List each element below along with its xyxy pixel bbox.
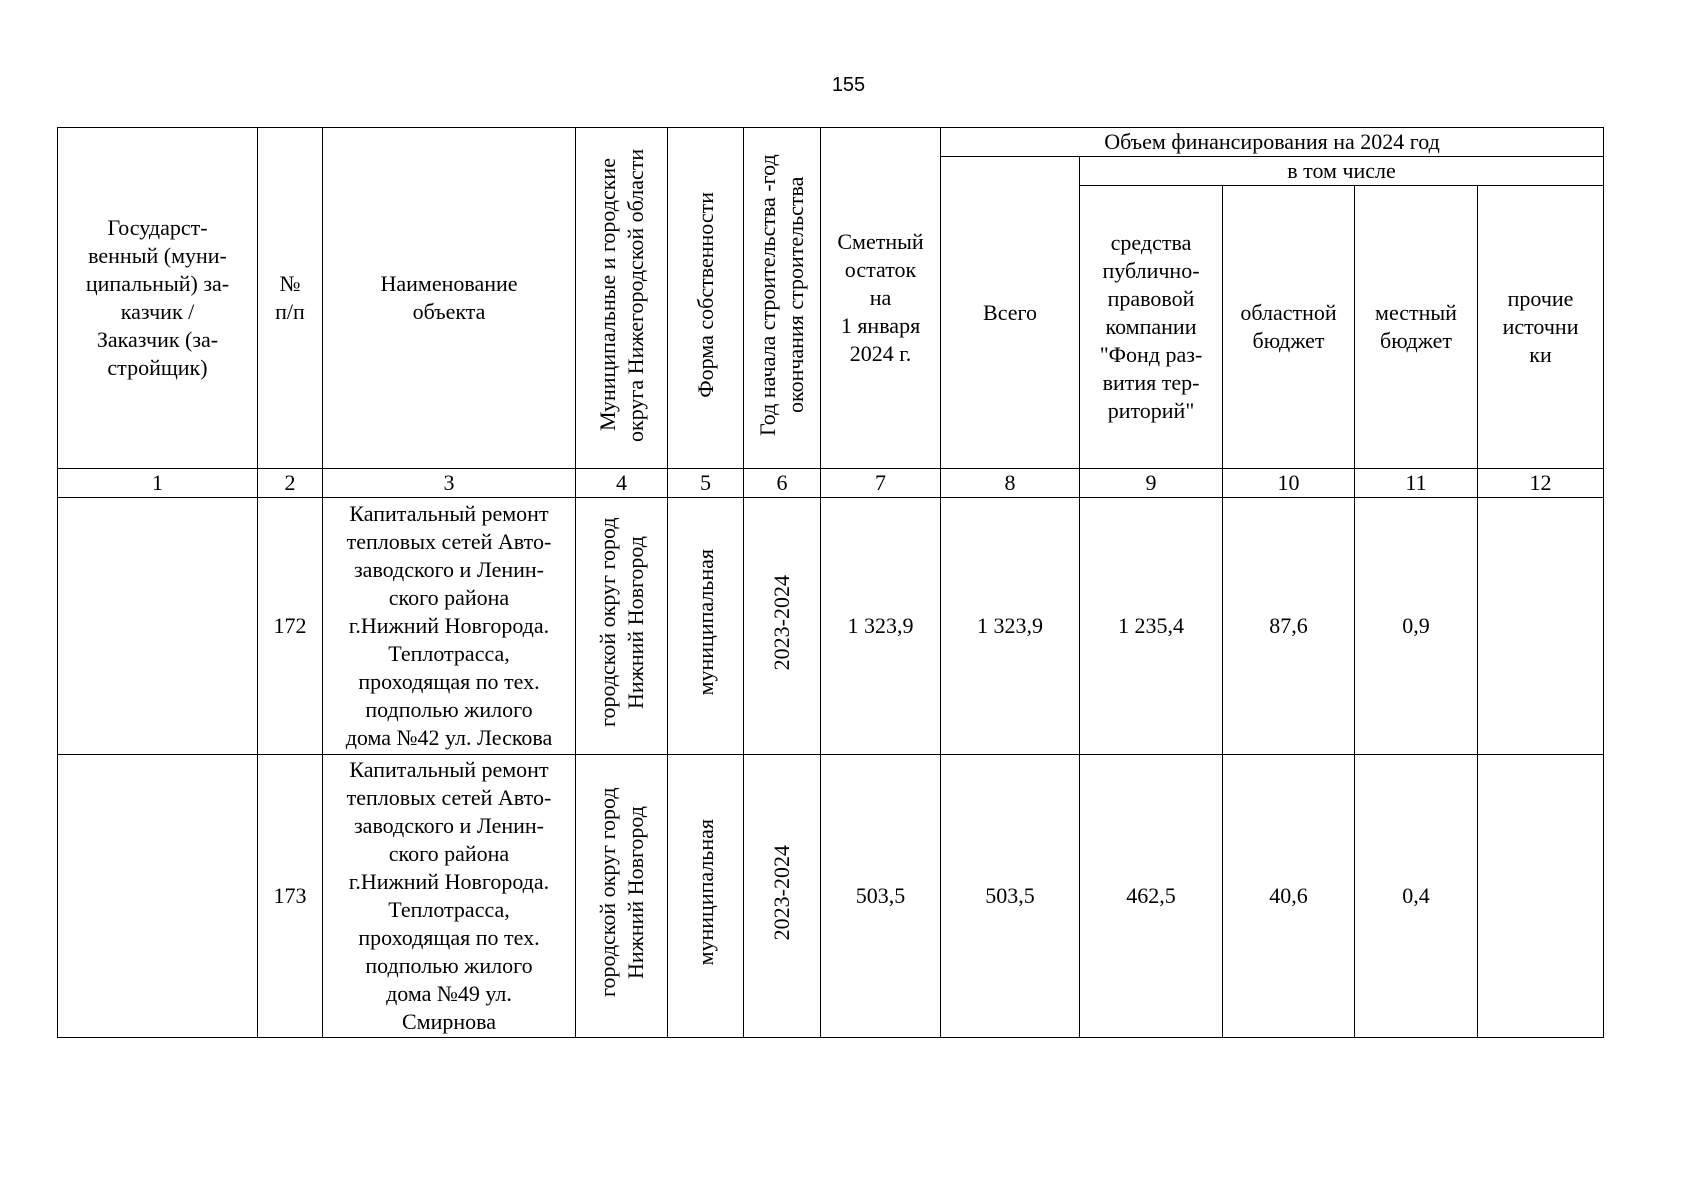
row-local: 0,9 — [1355, 498, 1478, 755]
financing-table — [57, 127, 1604, 1038]
header-years — [744, 128, 821, 469]
header-years-text: Год начала строительства -год окончания строительства — [755, 153, 808, 436]
row-estimate: 1 323,9 — [821, 498, 941, 755]
row-total: 503,5 — [941, 755, 1080, 1038]
header-other: прочие источни ки — [1478, 186, 1604, 469]
header-regional: областной бюджет — [1223, 186, 1355, 469]
row-years-text: 2023-2024 — [769, 574, 794, 671]
column-number: 11 — [1355, 469, 1478, 498]
row-object-name: Капитальный ремонт тепловых сетей Авто- заводского и Ленин- ского района г.Нижний Новгорода. Теплотрасса, проходящая по тех. подполью жилого дома №49 ул. Смирнова — [323, 755, 576, 1038]
row-ownership-text: муниципальная — [692, 819, 718, 966]
header-including: в том числе — [1080, 157, 1604, 186]
column-number: 4 — [576, 469, 668, 498]
row-ownership — [668, 498, 744, 755]
column-number: 5 — [668, 469, 744, 498]
row-regional: 40,6 — [1223, 755, 1355, 1038]
column-number-row — [58, 469, 1604, 498]
row-district-text: городской округ город Нижний Новгород — [594, 787, 648, 998]
column-number: 3 — [323, 469, 576, 498]
header-local: местный бюджет — [1355, 186, 1478, 469]
column-number: 2 — [258, 469, 323, 498]
row-object-name: Капитальный ремонт тепловых сетей Авто- заводского и Ленин- ского района г.Нижний Новгорода. Теплотрасса, проходящая по тех. подполью жилого дома №42 ул. Лескова — [323, 498, 576, 755]
row-total: 1 323,9 — [941, 498, 1080, 755]
column-number: 1 — [58, 469, 258, 498]
row-other — [1478, 498, 1604, 755]
row-years-text: 2023-2024 — [769, 844, 794, 941]
row-ownership-text: муниципальная — [692, 549, 718, 696]
row-customer — [58, 498, 258, 755]
header-number: № п/п — [258, 128, 323, 469]
header-estimate: Сметный остаток на 1 января 2024 г. — [821, 128, 941, 469]
column-number: 7 — [821, 469, 941, 498]
column-number: 8 — [941, 469, 1080, 498]
row-local: 0,4 — [1355, 755, 1478, 1038]
column-number: 12 — [1478, 469, 1604, 498]
row-fund: 462,5 — [1080, 755, 1223, 1038]
row-customer — [58, 755, 258, 1038]
header-ownership-text: Форма собственности — [692, 191, 718, 398]
header-district-text: Муниципальные и городские округа Нижегородской области — [594, 147, 648, 442]
column-number: 10 — [1223, 469, 1355, 498]
header-object-name: Наименование объекта — [323, 128, 576, 469]
header-total: Всего — [941, 157, 1080, 469]
header-financing-title: Объем финансирования на 2024 год — [941, 128, 1604, 157]
header-customer: Государст- венный (муни- ципальный) за- казчик / Заказчик (за- стройщик) — [58, 128, 258, 469]
column-number: 9 — [1080, 469, 1223, 498]
row-number: 172 — [258, 498, 323, 755]
row-ownership — [668, 755, 744, 1038]
row-regional: 87,6 — [1223, 498, 1355, 755]
row-years — [744, 755, 821, 1038]
page-number: 155 — [831, 74, 866, 96]
row-number: 173 — [258, 755, 323, 1038]
row-district — [576, 755, 668, 1038]
header-fund: средства публично- правовой компании "Фонд раз- вития тер- риторий" — [1080, 186, 1223, 469]
table-row — [58, 755, 1604, 1038]
header-district — [576, 128, 668, 469]
row-district — [576, 498, 668, 755]
row-estimate: 503,5 — [821, 755, 941, 1038]
row-fund: 1 235,4 — [1080, 498, 1223, 755]
column-number: 6 — [744, 469, 821, 498]
row-other — [1478, 755, 1604, 1038]
header-ownership — [668, 128, 744, 469]
row-years — [744, 498, 821, 755]
row-district-text: городской округ город Нижний Новгород — [594, 517, 648, 728]
table-row — [58, 498, 1604, 755]
